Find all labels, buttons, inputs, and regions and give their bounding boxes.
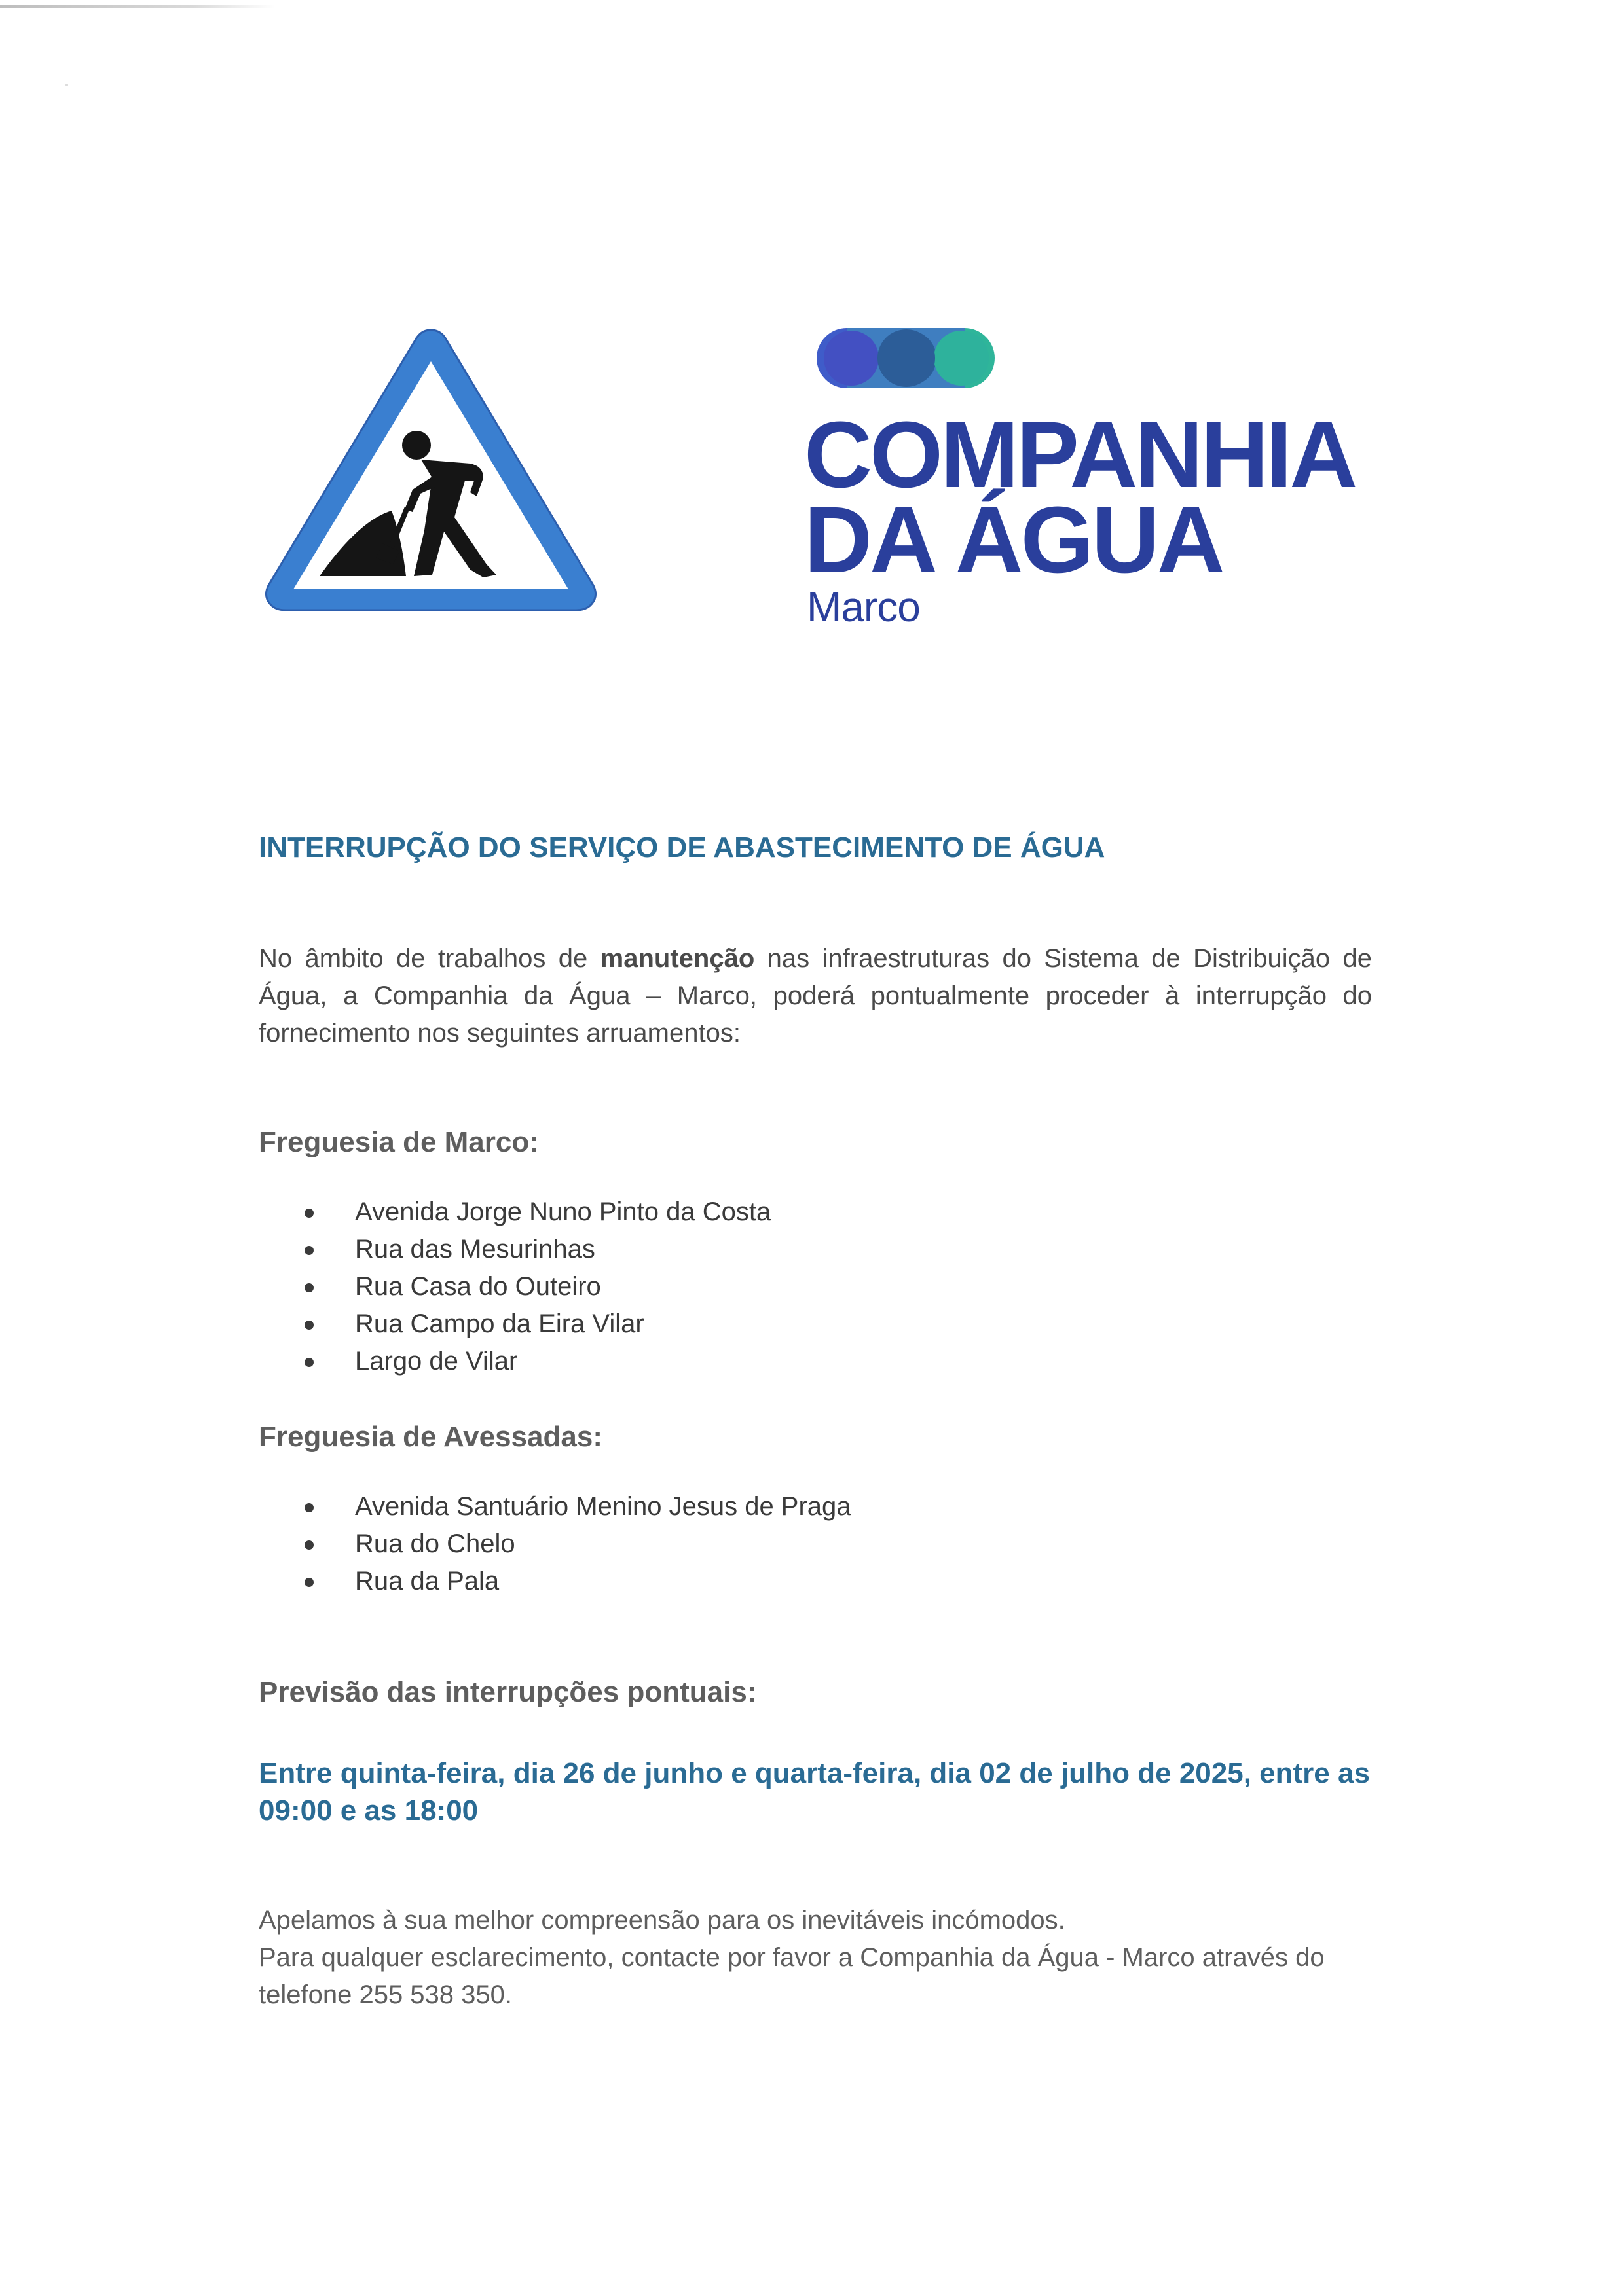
logo-line-2: DA ÁGUA: [804, 487, 1223, 592]
bullet-icon: [304, 1209, 314, 1218]
street-list-avessadas: [259, 1488, 851, 1600]
logo-dots-icon: [804, 324, 1007, 396]
forecast-title: Previsão das interrupções pontuais:: [259, 1676, 757, 1708]
street-name: Rua da Pala: [355, 1567, 500, 1595]
bullet-icon: [304, 1578, 314, 1587]
street-name: Rua Casa do Outeiro: [355, 1272, 601, 1301]
bullet-icon: [304, 1321, 314, 1330]
company-logo: [804, 324, 1393, 638]
list-item: [259, 1231, 771, 1268]
parish-title-avessadas: Freguesia de Avessadas:: [259, 1421, 602, 1453]
scan-artifact-dot: [65, 84, 68, 86]
logo-subtitle: Marco: [807, 583, 920, 630]
street-name: Avenida Jorge Nuno Pinto da Costa: [355, 1197, 771, 1226]
closing-line-2: Para qualquer esclarecimento, contacte por favor a Companhia da Água - Marco através do telefone 255 538 350.: [259, 1943, 1325, 2009]
logo-line-1: COMPANHIA: [804, 402, 1356, 507]
bullet-icon: [304, 1246, 314, 1255]
street-name: Avenida Santuário Menino Jesus de Praga: [355, 1492, 851, 1521]
closing-line-1: Apelamos à sua melhor compreensão para os inevitáveis incómodos.: [259, 1906, 1065, 1935]
list-item: [259, 1343, 771, 1380]
men-at-work-icon: [261, 321, 601, 619]
street-name: Rua do Chelo: [355, 1529, 515, 1558]
list-item: [259, 1268, 771, 1305]
list-item: [259, 1563, 851, 1600]
schedule-text: Entre quinta-feira, dia 26 de junho e quarta-feira, dia 02 de julho de 2025, entre as 09:00 e as 18:00: [259, 1757, 1370, 1827]
street-name: Rua das Mesurinhas: [355, 1235, 595, 1264]
bullet-icon: [304, 1358, 314, 1367]
street-name: Rua Campo da Eira Vilar: [355, 1309, 644, 1338]
intro-text-start: No âmbito de trabalhos de: [259, 944, 600, 973]
street-list-marco: [259, 1194, 771, 1380]
list-item: [259, 1525, 851, 1563]
bullet-icon: [304, 1503, 314, 1512]
list-item: [259, 1305, 771, 1343]
intro-text-end: nas infraestruturas do Sistema de Distribuição de Água, a Companhia da Água – Marco, poderá pontualmente proceder à interrupção do fornecimento nos seguintes arruamentos:: [259, 944, 1373, 1048]
closing-paragraph: [259, 1902, 1385, 2014]
parish-title-marco: Freguesia de Marco:: [259, 1126, 539, 1158]
list-item: [259, 1194, 771, 1231]
intro-paragraph: [259, 940, 1372, 1052]
notice-heading: INTERRUPÇÃO DO SERVIÇO DE ABASTECIMENTO DE ÁGUA: [259, 831, 1105, 864]
bullet-icon: [304, 1283, 314, 1292]
scan-artifact-line: [0, 5, 275, 8]
list-item: [259, 1488, 851, 1525]
bullet-icon: [304, 1540, 314, 1550]
street-name: Largo de Vilar: [355, 1347, 518, 1376]
intro-text-bold: manutenção: [600, 944, 755, 973]
